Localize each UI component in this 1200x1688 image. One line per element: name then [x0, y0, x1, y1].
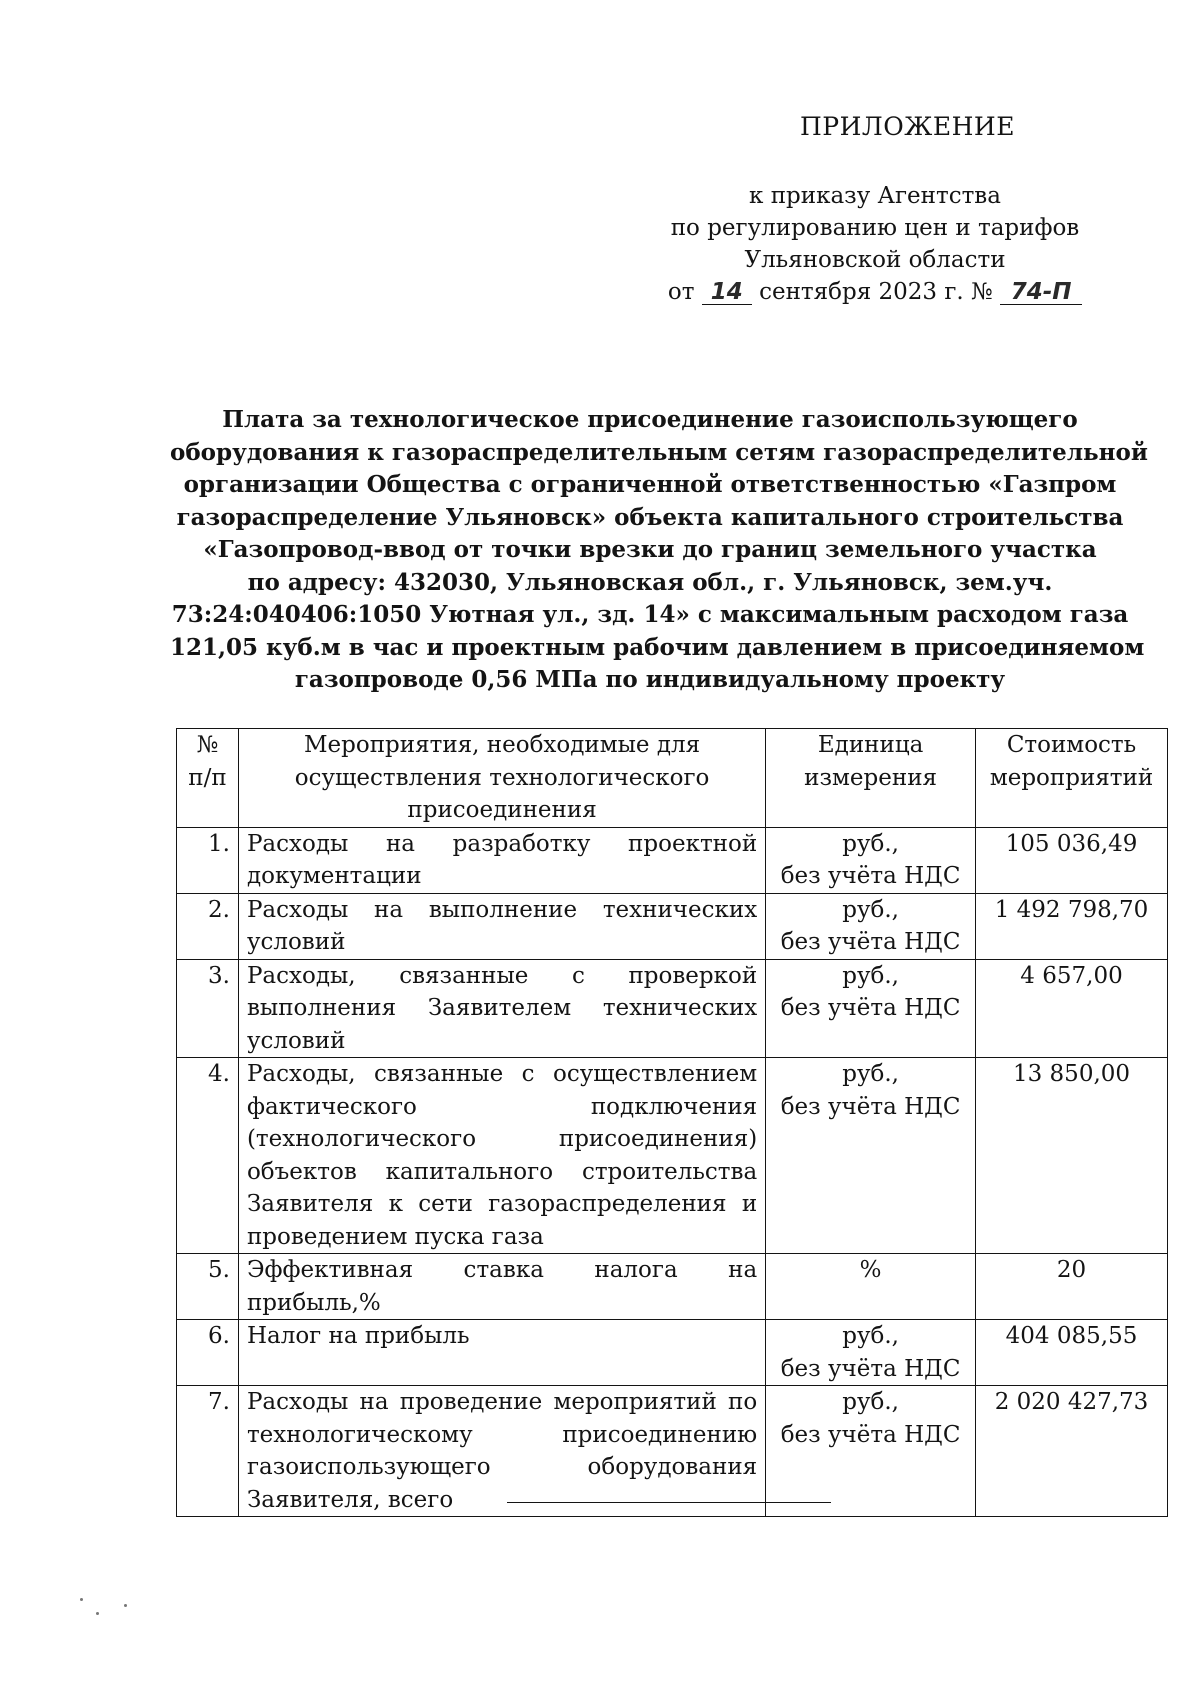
appendix-title: ПРИЛОЖЕНИЕ [800, 112, 1015, 141]
table-row [177, 1254, 1168, 1320]
row-activity: Расходы на разработку проектной документации [238, 827, 765, 893]
row-number: 4. [177, 1058, 239, 1254]
document-title-line: газораспределение Ульяновск» объекта капитального строительства [176, 503, 1124, 531]
row-cost: 20 [976, 1254, 1168, 1320]
row-activity: Расходы на выполнение технических условий [238, 893, 765, 959]
order-date-line [630, 276, 1120, 308]
table-row [177, 893, 1168, 959]
end-of-document-divider [507, 1502, 831, 1503]
order-reference-line-1: к приказу Агентства [749, 183, 1001, 209]
row-number: 3. [177, 959, 239, 1058]
row-activity: Налог на прибыль [238, 1320, 765, 1386]
document-title-line: Плата за технологическое присоединение газоиспользующего [222, 406, 1078, 433]
row-cost: 2 020 427,73 [976, 1386, 1168, 1517]
row-unit-currency: руб., [842, 830, 899, 857]
row-unit-vat-note: без учёта НДС [780, 1093, 961, 1120]
row-unit-vat-note: без учёта НДС [780, 929, 961, 955]
row-number: 2. [177, 893, 239, 959]
row-cost: 4 657,00 [976, 959, 1168, 1058]
table-row [177, 1058, 1168, 1254]
row-number: 5. [177, 1254, 239, 1320]
order-date-rest: сентября 2023 г. № [759, 279, 993, 305]
table-row [177, 959, 1168, 1058]
row-activity: Расходы, связанные с осуществлением фактического подключения (технологического присоединения) объектов капитального строительства Заявителя к сети газораспределения и проведением пуска газа [238, 1058, 765, 1254]
document-title-line: 73:24:040406:1050 Уютная ул., зд. 14» с максимальным расходом газа [171, 601, 1129, 628]
order-reference-line-3: Ульяновской области [744, 247, 1006, 273]
row-unit-vat-note: без учёта НДС [780, 863, 961, 889]
row-activity: Расходы на проведение мероприятий по технологическому присоединению газоиспользующего оборудования Заявителя, всего [238, 1386, 765, 1517]
order-reference [630, 180, 1120, 308]
document-title-line: «Газопровод-ввод от точки врезки до границ земельного участка [203, 536, 1097, 563]
header-cost: Стоимость мероприятий [976, 729, 1168, 828]
header-activity: Мероприятия, необходимые для осуществления технологического присоединения [238, 729, 765, 828]
row-cost: 404 085,55 [976, 1320, 1168, 1386]
table-row [177, 1320, 1168, 1386]
handwritten-day: 14 [702, 280, 752, 305]
scan-speck [124, 1604, 127, 1607]
row-number: 1. [177, 827, 239, 893]
row-unit-vat-note: без учёта НДС [780, 1355, 961, 1382]
scan-speck [96, 1612, 99, 1615]
row-unit [766, 1058, 976, 1254]
row-cost: 1 492 798,70 [976, 893, 1168, 959]
row-unit [766, 893, 976, 959]
row-unit [766, 827, 976, 893]
row-unit-currency: руб., [842, 962, 899, 989]
document-title-line: по адресу: 432030, Ульяновская обл., г. Ульяновск, зем.уч. [247, 568, 1053, 596]
row-activity: Расходы, связанные с проверкой выполнения Заявителем технических условий [238, 959, 765, 1058]
row-cost: 13 850,00 [976, 1058, 1168, 1254]
row-unit [766, 1386, 976, 1517]
document-title-line: оборудования к газораспределительным сетям газораспределительной [170, 438, 1148, 466]
table-row [177, 1386, 1168, 1517]
document-title-line: газопроводе 0,56 МПа по индивидуальному проекту [294, 666, 1006, 693]
table-header-row [177, 729, 1168, 828]
row-number: 6. [177, 1320, 239, 1386]
row-unit-currency: руб., [842, 1323, 899, 1349]
header-unit: Единица измерения [766, 729, 976, 828]
table-row [177, 827, 1168, 893]
scan-speck [80, 1598, 83, 1601]
document-title-line: 121,05 куб.м в час и проектным рабочим давлением в присоединяемом [170, 633, 1145, 661]
row-unit-vat-note: без учёта НДС [780, 1421, 961, 1448]
row-unit-currency: руб., [842, 896, 899, 923]
row-unit-currency: руб., [842, 1061, 899, 1087]
row-unit [766, 959, 976, 1058]
fees-table [176, 728, 1168, 1517]
handwritten-order-number: 74-П [1000, 280, 1082, 305]
document-title [170, 404, 1148, 697]
row-unit-vat-note: без учёта НДС [780, 995, 961, 1021]
row-number: 7. [177, 1386, 239, 1517]
order-reference-line-2: по регулированию цен и тарифов [670, 215, 1080, 241]
row-activity: Эффективная ставка налога на прибыль,% [238, 1254, 765, 1320]
row-unit [766, 1254, 976, 1320]
row-cost: 105 036,49 [976, 827, 1168, 893]
document-title-line: организации Общества с ограниченной ответственностью «Газпром [183, 471, 1117, 498]
row-unit [766, 1320, 976, 1386]
row-unit-currency: руб., [842, 1389, 899, 1415]
order-date-prefix: от [667, 279, 695, 305]
header-number: № п/п [177, 729, 239, 828]
row-unit-currency: % [859, 1257, 882, 1283]
